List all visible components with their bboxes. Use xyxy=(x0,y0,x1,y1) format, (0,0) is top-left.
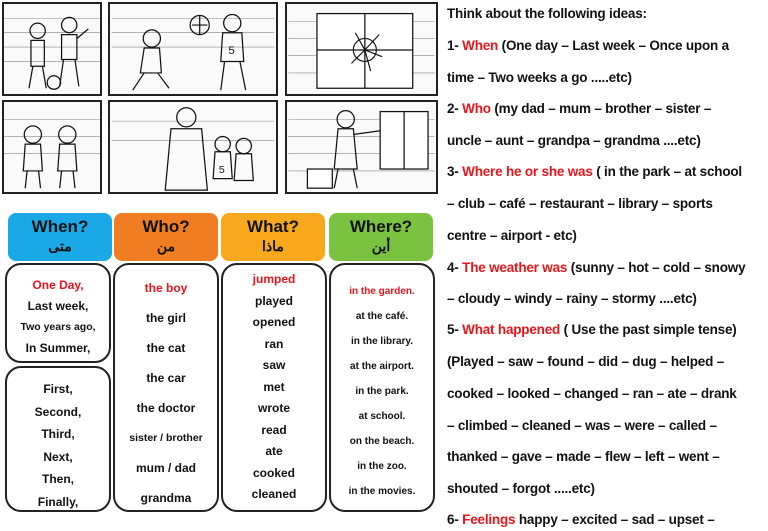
when-item: Finally, xyxy=(37,494,79,509)
svg-text:5: 5 xyxy=(228,44,235,57)
header-what-en: What? xyxy=(247,217,299,236)
header-when-ar: متى xyxy=(48,238,72,254)
idea-weather xyxy=(447,260,745,275)
who-item: grandma xyxy=(140,491,192,505)
idea-line: – climbed – cleaned – was – were – called – xyxy=(447,418,717,433)
idea-weather-num: 4- xyxy=(447,260,463,275)
idea-where-num: 3- xyxy=(447,164,463,179)
boys-talking-illustration xyxy=(4,102,100,192)
when-item: First, xyxy=(43,382,73,396)
idea-feelings-keyword: Feelings xyxy=(462,512,516,527)
when-item: Third, xyxy=(41,427,75,441)
comic-panel-4 xyxy=(2,100,102,194)
idea-who-num: 2- xyxy=(447,101,463,116)
playing-ball-illustration xyxy=(110,4,276,94)
where-item: in the movies. xyxy=(348,486,416,497)
header-who xyxy=(114,213,218,261)
idea-where xyxy=(447,164,742,179)
where-item: at the café. xyxy=(355,311,409,322)
comic-strip xyxy=(0,0,440,196)
idea-happened-text: ( Use the past simple tense) xyxy=(560,322,737,337)
where-item: at school. xyxy=(358,411,406,422)
what-item: jumped xyxy=(252,272,296,286)
idea-when xyxy=(447,38,729,53)
who-item: the girl xyxy=(145,311,186,325)
comic-panel-6 xyxy=(285,100,438,194)
idea-happened xyxy=(447,322,737,337)
who-box xyxy=(113,263,219,512)
idea-line: – club – café – restaurant – library – sports xyxy=(447,196,713,211)
what-item: read xyxy=(261,422,287,437)
where-item: in the garden. xyxy=(349,286,415,297)
what-item: ate xyxy=(265,444,283,458)
idea-where-keyword: Where he or she was xyxy=(462,164,593,179)
when-item: Next, xyxy=(43,449,73,464)
man-with-boys-illustration xyxy=(110,102,276,192)
broken-window-illustration xyxy=(287,4,436,94)
who-item: the cat xyxy=(146,341,186,355)
who-item: mum / dad xyxy=(135,461,196,475)
idea-where-text: ( in the park – at school xyxy=(592,164,742,179)
what-item: saw xyxy=(262,358,286,372)
idea-who xyxy=(447,101,711,116)
idea-line: – cloudy – windy – rainy – stormy ....etc) xyxy=(447,291,697,306)
idea-happened-keyword: What happened xyxy=(462,322,561,337)
when-item: Two years ago, xyxy=(20,321,96,333)
when-box-bottom xyxy=(5,366,111,512)
when-item: Second, xyxy=(34,404,82,419)
where-item: at the airport. xyxy=(350,361,414,372)
header-what xyxy=(221,213,325,261)
where-item: in the library. xyxy=(350,336,414,347)
who-item: the car xyxy=(146,371,186,385)
comic-panel-5 xyxy=(108,100,278,194)
what-item: wrote xyxy=(257,401,290,415)
what-item: cooked xyxy=(252,465,295,480)
what-item: ran xyxy=(264,336,284,351)
what-item: opened xyxy=(252,315,296,329)
header-when xyxy=(8,213,112,261)
idea-who-text: (my dad – mum – brother – sister – xyxy=(490,101,712,116)
ideas-title: Think about the following ideas: xyxy=(447,6,647,21)
fixing-window-illustration xyxy=(287,102,436,192)
where-item: on the beach. xyxy=(349,436,415,447)
what-item: cleaned xyxy=(251,487,297,501)
when-box-top xyxy=(5,263,111,363)
idea-line: thanked – gave – made – flew – left – went – xyxy=(447,449,720,464)
where-item: in the park. xyxy=(355,386,409,397)
header-where-ar: أين xyxy=(371,238,391,254)
when-item: Then, xyxy=(42,472,74,486)
when-item: One Day, xyxy=(32,278,84,292)
idea-when-keyword: When xyxy=(462,38,499,53)
idea-line: time – Two weeks a go .....etc) xyxy=(447,70,632,85)
idea-line: cooked – looked – changed – ran – ate – drank xyxy=(447,386,737,401)
header-where xyxy=(329,213,433,261)
idea-weather-keyword: The weather was xyxy=(462,260,568,275)
header-when-en: When? xyxy=(31,217,89,236)
what-item: met xyxy=(263,379,285,394)
idea-weather-text: (sunny – hot – cold – snowy xyxy=(567,260,746,275)
where-box xyxy=(329,263,435,512)
idea-line: (Played – saw – found – did – dug – helped – xyxy=(447,354,725,369)
idea-feelings xyxy=(447,512,715,527)
idea-feelings-num: 6- xyxy=(447,512,463,527)
when-item: Last week, xyxy=(27,299,89,313)
header-what-ar: ماذا xyxy=(262,238,284,254)
header-who-ar: من xyxy=(156,238,176,254)
boys-meeting-illustration xyxy=(4,4,100,94)
when-item: In Summer, xyxy=(25,341,91,355)
idea-when-text: (One day – Last week – Once upon a xyxy=(498,38,729,53)
idea-who-keyword: Who xyxy=(462,101,491,116)
header-who-en: Who? xyxy=(142,217,190,236)
idea-line: uncle – aunt – grandpa – grandma ....etc) xyxy=(447,133,701,148)
idea-happened-num: 5- xyxy=(447,322,463,337)
comic-panel-1 xyxy=(2,2,102,96)
who-item: the boy xyxy=(144,281,188,295)
idea-line: centre – airport - etc) xyxy=(447,228,577,243)
header-where-en: Where? xyxy=(349,217,413,236)
comic-panel-3 xyxy=(285,2,438,96)
idea-when-num: 1- xyxy=(447,38,463,53)
comic-panel-2 xyxy=(108,2,278,96)
idea-line: shouted – forgot .....etc) xyxy=(447,481,595,496)
idea-feelings-text: happy – excited – sad – upset – xyxy=(515,512,715,527)
who-item: the doctor xyxy=(136,401,196,415)
who-item: sister / brother xyxy=(129,432,203,444)
svg-text:5: 5 xyxy=(218,163,225,176)
what-box xyxy=(221,263,327,512)
what-item: played xyxy=(254,293,293,308)
where-item: in the zoo. xyxy=(357,461,407,472)
